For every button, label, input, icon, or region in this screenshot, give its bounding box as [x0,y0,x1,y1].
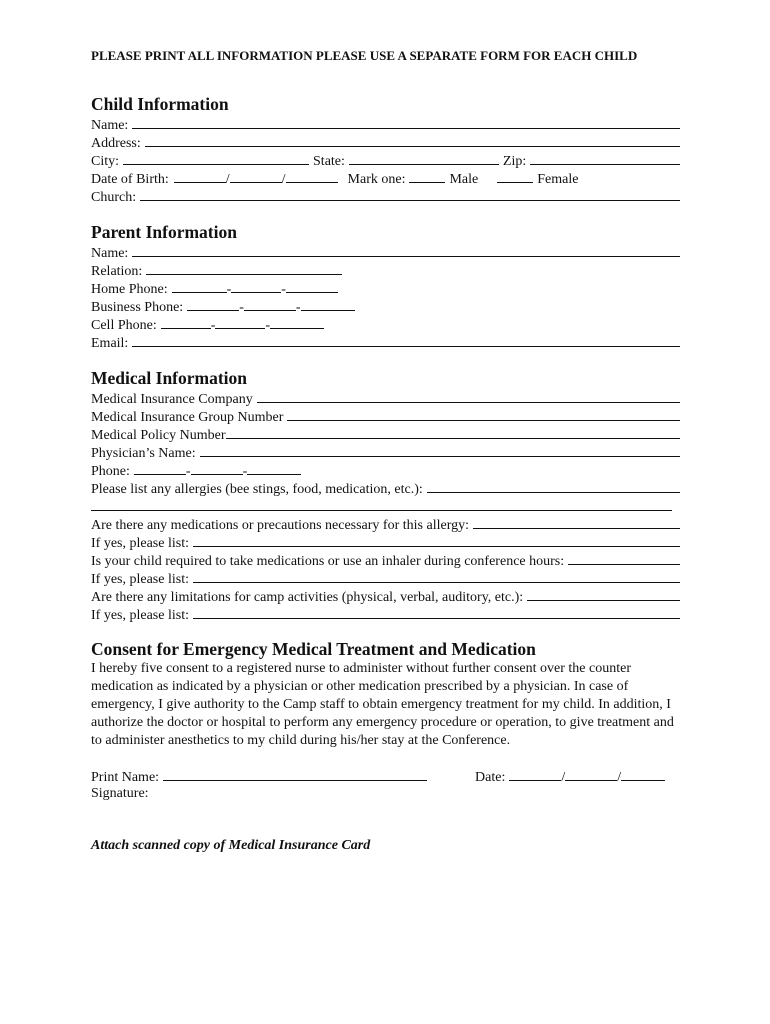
physician-phone-row [91,461,680,479]
child-address-row [91,133,680,151]
email-field[interactable] [132,333,680,347]
limitations-question: Are there any limitations for camp activities (physical, verbal, auditory, etc.): [91,590,524,605]
parent-relation-label: Relation: [91,264,143,279]
signature-row [91,785,680,803]
physician-phone-label: Phone: [91,464,130,479]
cell-phone-prefix-field[interactable] [215,315,265,329]
insurance-company-row [91,389,680,407]
form-instructions-header: PLEASE PRINT ALL INFORMATION PLEASE USE A SEPARATE FORM FOR EACH CHILD [91,48,638,63]
child-name-field[interactable] [132,115,680,129]
if-yes-label-1: If yes, please list: [91,536,189,551]
phone-dash: - [265,318,271,333]
physician-name-row [91,443,680,461]
parent-relation-row [91,261,680,279]
physician-phone-area-field[interactable] [134,461,186,475]
print-name-row [91,767,680,785]
insurance-company-field[interactable] [257,389,680,403]
policy-number-row [91,425,680,443]
allergies-continuation-row [91,497,680,515]
child-address-field[interactable] [145,133,680,147]
home-phone-line-field[interactable] [286,279,338,293]
policy-number-label: Medical Policy Number [91,428,226,443]
cell-phone-line-field[interactable] [270,315,324,329]
if-yes-field-1[interactable] [193,533,680,547]
child-city-field[interactable] [123,151,309,165]
physician-phone-prefix-field[interactable] [191,461,243,475]
if-yes-list-row-2 [91,569,680,587]
inhaler-question-row [91,551,680,569]
email-label: Email: [91,336,129,351]
child-dob-row [91,169,680,187]
if-yes-field-2[interactable] [193,569,680,583]
if-yes-list-row-1 [91,533,680,551]
phone-dash: - [226,282,232,297]
child-state-field[interactable] [349,151,499,165]
dob-year-field[interactable] [286,169,338,183]
policy-number-field[interactable] [226,425,680,439]
parent-information-heading: Parent Information [91,222,237,242]
child-dob-label: Date of Birth: [91,172,169,187]
home-phone-prefix-field[interactable] [231,279,281,293]
group-number-field[interactable] [287,407,680,421]
allergies-continuation-field[interactable] [91,497,672,511]
child-name-row [91,115,680,133]
business-phone-prefix-field[interactable] [244,297,296,311]
home-phone-label: Home Phone: [91,282,168,297]
allergy-medications-field[interactable] [473,515,680,529]
consent-paragraph: I hereby five consent to a registered nurse to administer without further consent over the counter medication as indicated by a physician or other medication prescribed by a physician. In case of emergency, I give authority to the Camp staff to obtain emergency treatment for my child. In addition, I authorize the doctor or hospital to perform any emergency procedure or operation, to give treatment and to administer anesthetics to my child during his/her stay at the Conference. [91,661,674,748]
child-zip-field[interactable] [530,151,680,165]
allergies-label: Please list any allergies (bee stings, food, medication, etc.): [91,482,423,497]
child-church-row [91,187,680,205]
allergy-medications-question: Are there any medications or precautions necessary for this allergy: [91,518,469,533]
if-yes-label-3: If yes, please list: [91,608,189,623]
phone-dash: - [210,318,216,333]
dob-slash: / [281,172,286,187]
business-phone-row [91,297,680,315]
email-row [91,333,680,351]
phone-dash: - [281,282,286,297]
dob-slash: / [225,172,230,187]
child-church-label: Church: [91,190,137,205]
consent-date-label: Date: [475,770,506,785]
dob-month-field[interactable] [174,169,226,183]
parent-name-row [91,243,680,261]
limitations-field[interactable] [527,587,680,601]
insurance-company-label: Medical Insurance Company [91,392,253,407]
allergies-field[interactable] [427,479,680,493]
cell-phone-area-field[interactable] [161,315,211,329]
print-name-label: Print Name: [91,770,160,785]
child-state-label: State: [313,154,345,169]
date-day-field[interactable] [565,767,617,781]
consent-heading: Consent for Emergency Medical Treatment and Medication [91,639,536,659]
parent-relation-field[interactable] [146,261,342,275]
medical-information-heading: Medical Information [91,368,248,388]
if-yes-label-2: If yes, please list: [91,572,189,587]
group-number-label: Medical Insurance Group Number [91,410,284,425]
business-phone-label: Business Phone: [91,300,184,315]
allergies-row [91,479,680,497]
print-name-field[interactable] [163,767,427,781]
phone-dash: - [295,300,301,315]
physician-name-field[interactable] [200,443,680,457]
parent-name-label: Name: [91,246,129,261]
date-month-field[interactable] [509,767,561,781]
business-phone-area-field[interactable] [187,297,239,311]
if-yes-field-3[interactable] [193,605,680,619]
home-phone-row [91,279,680,297]
child-zip-label: Zip: [502,154,527,169]
home-phone-area-field[interactable] [172,279,227,293]
physician-phone-line-field[interactable] [247,461,301,475]
cell-phone-label: Cell Phone: [91,318,157,333]
child-information-heading: Child Information [91,94,229,114]
cell-phone-row [91,315,680,333]
female-label: Female [537,172,579,187]
child-address-label: Address: [91,136,141,151]
group-number-row [91,407,680,425]
phone-dash: - [185,464,191,479]
dob-day-field[interactable] [230,169,282,183]
inhaler-field[interactable] [568,551,680,565]
phone-dash: - [239,300,244,315]
inhaler-question: Is your child required to take medications or use an inhaler during conference hours: [91,554,565,569]
allergy-medications-row [91,515,680,533]
male-label: Male [449,172,479,187]
gender-mark-one-label: Mark one: [347,172,406,187]
female-checkbox-line[interactable] [497,169,533,183]
business-phone-line-field[interactable] [301,297,355,311]
limitations-question-row [91,587,680,605]
child-church-field[interactable] [140,187,680,201]
date-year-field[interactable] [621,767,665,781]
if-yes-list-row-3 [91,605,680,623]
date-slash: / [561,770,566,785]
insurance-card-note: Attach scanned copy of Medical Insurance Card [91,838,371,853]
date-slash: / [617,770,622,785]
child-city-row [91,151,680,169]
child-city-label: City: [91,154,120,169]
male-checkbox-line[interactable] [409,169,445,183]
signature-label: Signature: [91,786,149,801]
child-name-label: Name: [91,118,129,133]
parent-name-field[interactable] [132,243,680,257]
physician-name-label: Physician’s Name: [91,446,196,461]
phone-dash: - [242,464,248,479]
